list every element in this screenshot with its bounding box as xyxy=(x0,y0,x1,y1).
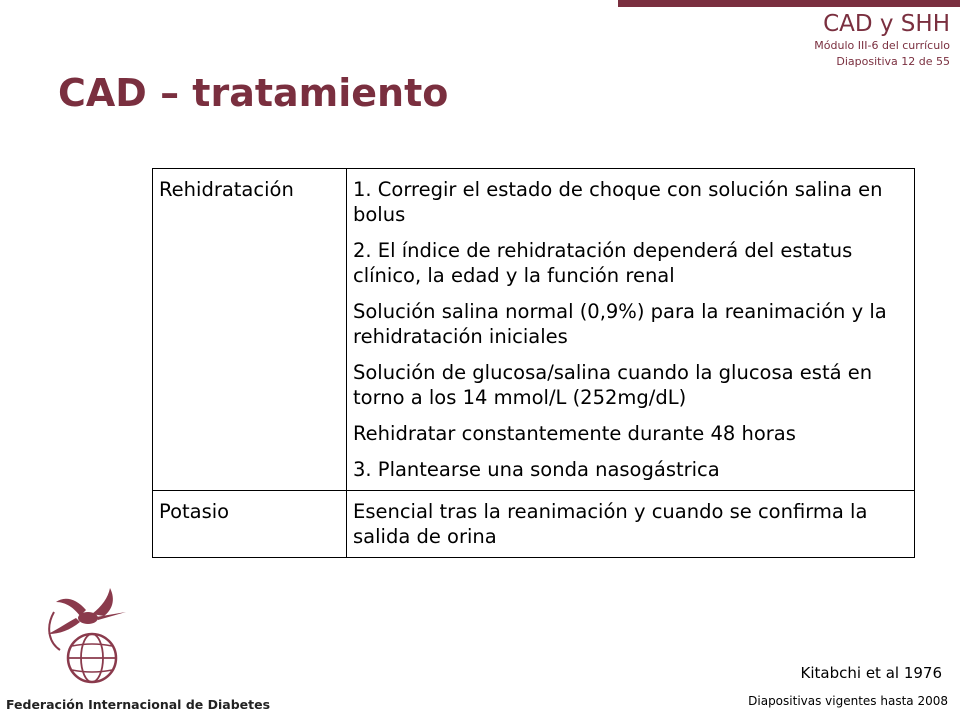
content-paragraph: Solución salina normal (0,9%) para la reanimación y la rehidratación iniciales xyxy=(353,300,887,348)
organization-name: Federación Internacional de Diabetes xyxy=(6,697,271,712)
row-content xyxy=(347,169,915,491)
slide-title: CAD – tratamiento xyxy=(58,71,449,115)
row-label: Rehidratación xyxy=(153,169,347,491)
row-label: Potasio xyxy=(153,491,347,558)
citation: Kitabchi et al 1976 xyxy=(800,664,942,682)
content-paragraph: 3. Plantearse una sonda nasogástrica xyxy=(353,458,720,481)
slide-header xyxy=(814,10,950,70)
header-module: Módulo III-6 del currículo xyxy=(814,39,950,52)
treatment-table xyxy=(152,168,915,558)
validity-note: Diapositivas vigentes hasta 2008 xyxy=(748,694,948,708)
content-paragraph: Rehidratar constantemente durante 48 horas xyxy=(353,422,796,445)
content-paragraph: 1. Corregir el estado de choque con solución salina en bolus xyxy=(353,178,883,226)
table-row xyxy=(153,491,915,558)
table-row xyxy=(153,169,915,491)
content-paragraph: Solución de glucosa/salina cuando la glucosa está en torno a los 14 mmol/L (252mg/dL) xyxy=(353,361,873,409)
idf-logo-icon xyxy=(36,586,146,696)
top-accent-bar xyxy=(618,0,960,7)
header-slide-number: Diapositiva 12 de 55 xyxy=(836,55,950,68)
header-title: CAD y SHH xyxy=(823,11,950,37)
content-paragraph: Esencial tras la reanimación y cuando se confirma la salida de orina xyxy=(353,500,868,548)
row-content xyxy=(347,491,915,558)
content-paragraph: 2. El índice de rehidratación dependerá del estatus clínico, la edad y la función renal xyxy=(353,239,853,287)
